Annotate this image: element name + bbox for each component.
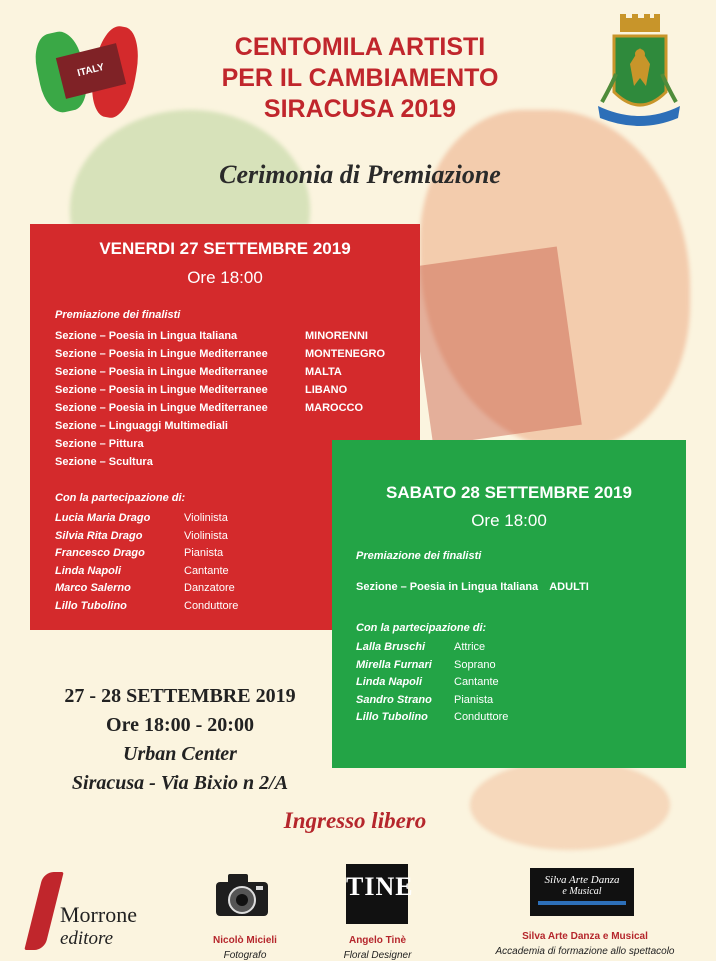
list-item: Lalla Bruschi Attrice: [356, 641, 486, 653]
morrone-line1: Morrone: [60, 902, 137, 927]
list-item: Lillo Tubolino Conduttore: [356, 711, 509, 723]
day2-time: Ore 18:00: [471, 511, 547, 530]
list-item: Sezione – Linguaggi Multimediali: [55, 420, 228, 432]
list-item: Sezione – Scultura: [55, 456, 153, 468]
top-left-logo: [38, 26, 138, 122]
day1-date: VENERDI 27 SETTEMBRE 2019: [99, 239, 351, 258]
list-item: Lucia Maria Drago Violinista: [55, 512, 228, 524]
floral-name: Angelo Tinè: [348, 935, 407, 946]
admission-note: Ingresso libero: [283, 808, 427, 833]
morrone-mark: [24, 872, 63, 950]
day1-finalists-label: Premiazione dei finalisti: [55, 309, 181, 321]
floral-role: Floral Designer: [343, 950, 412, 961]
event-hours: Ore 18:00 - 20:00: [106, 714, 254, 736]
day1-participation-label: Con la partecipazione di:: [55, 492, 186, 504]
list-item: Francesco Drago Pianista: [55, 547, 224, 559]
day1-time: Ore 18:00: [187, 268, 263, 287]
logo-text: ITALY: [76, 61, 106, 80]
event-address: Siracusa - Via Bixio n 2/A: [71, 772, 289, 794]
floral-logo-text: TINE: [346, 872, 414, 901]
morrone-line2: editore: [60, 928, 114, 949]
list-item: Sezione – Poesia in Lingue Mediterranee MAROCCO: [55, 402, 364, 414]
title-line-3: SIRACUSA 2019: [263, 95, 457, 123]
event-dates: 27 - 28 SETTEMBRE 2019: [64, 685, 296, 707]
camera-icon: [212, 868, 272, 924]
day1-participants-list: [55, 510, 355, 615]
photographer-name: Nicolò Micieli: [213, 935, 277, 946]
list-item: Linda Napoli Cantante: [55, 564, 229, 577]
silva-logo-bar: [538, 901, 626, 905]
list-item: Sezione – Poesia in Lingue Mediterranee MONTENEGRO: [55, 348, 386, 360]
page-title: [170, 32, 550, 125]
day2-panel: [332, 440, 686, 768]
day2-finalists-label: Premiazione dei finalisti: [356, 550, 482, 562]
silva-logo-line2: e Musical: [562, 886, 602, 897]
coat-of-arms-icon: [594, 14, 684, 132]
event-venue: Urban Center: [123, 743, 237, 765]
list-item: Sezione – Pittura: [55, 438, 144, 450]
list-item: Silvia Rita Drago Violinista: [55, 529, 228, 542]
list-item: Marco Salerno Danzatore: [55, 582, 235, 594]
day2-participants-list: [356, 639, 656, 727]
sponsor-morrone-logo: [30, 870, 160, 955]
list-item: Mirella Furnari Soprano: [356, 658, 496, 671]
bg-book-image: [408, 246, 582, 445]
day2-date: SABATO 28 SETTEMBRE 2019: [386, 483, 632, 502]
list-item: Sezione – Poesia in Lingue Mediterranee LIBANO: [55, 384, 348, 396]
list-item: Sandro Strano Pianista: [356, 693, 494, 706]
bg-splash-orange-bottom: [470, 760, 670, 850]
list-item: Lillo Tubolino Conduttore: [55, 599, 239, 612]
silva-logo-line1: Silva Arte Danza: [544, 874, 620, 886]
list-item: Linda Napoli Cantante: [356, 676, 499, 688]
title-line-2: PER IL CAMBIAMENTO: [221, 64, 499, 92]
list-item: Sezione – Poesia in Lingua Italiana MINORENNI: [55, 330, 368, 342]
day2-participation-label: Con la partecipazione di:: [356, 622, 487, 634]
silva-name: Silva Arte Danza e Musical: [522, 931, 648, 942]
list-item: Sezione – Poesia in Lingue Mediterranee MALTA: [55, 366, 342, 378]
event-info: [30, 682, 330, 798]
floral-logo: [346, 864, 414, 924]
silva-logo: [530, 868, 634, 916]
photographer-role: Fotografo: [223, 950, 267, 961]
day2-section: Sezione – Poesia in Lingua Italiana ADULTI: [356, 581, 589, 593]
silva-role: Accademia di formazione allo spettacolo: [495, 946, 675, 957]
subtitle: Cerimonia di Premiazione: [219, 160, 501, 189]
title-line-1: CENTOMILA ARTISTI: [234, 33, 486, 61]
